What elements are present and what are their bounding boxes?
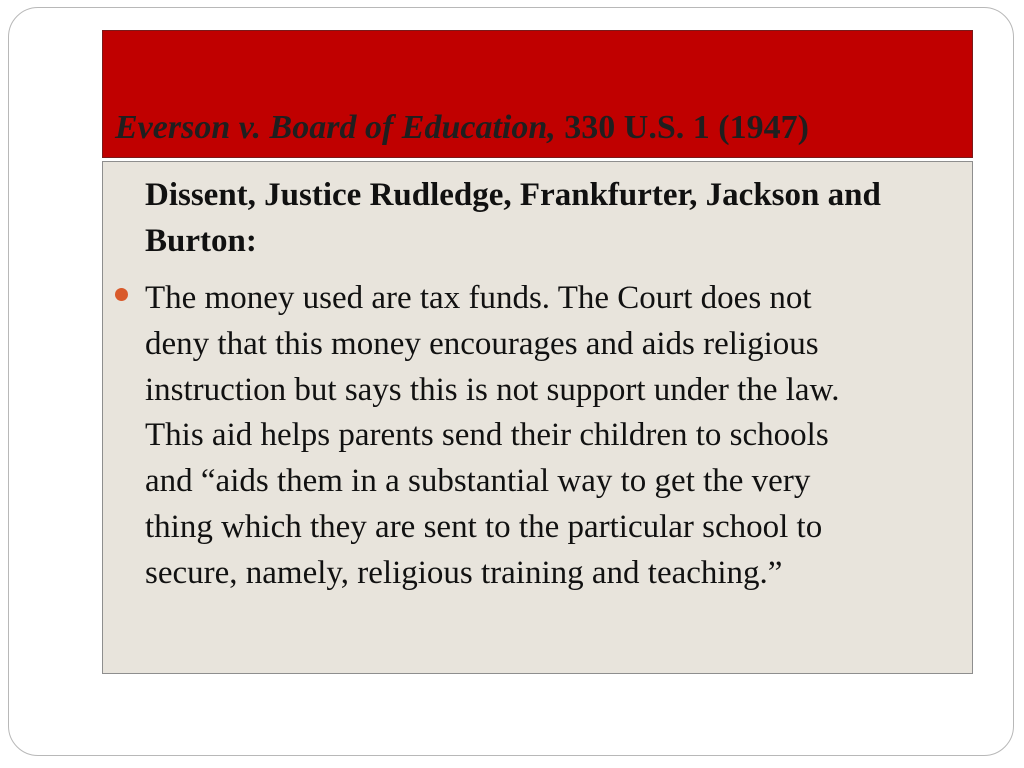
content-box	[102, 161, 973, 674]
bullet-text: The money used are tax funds. The Court does not deny that this money encourages and aids religious instruction but says this is not support under the law. This aid helps parents send their children to schools and “aids them in a substantial way to get the very thing which they are sent to the particular school to secure, namely, religious training and teaching.”	[145, 280, 840, 591]
dissent-heading: Dissent, Justice Rudledge, Frankfurter, Jackson and Burton:	[145, 177, 881, 259]
case-citation: 330 U.S. 1 (1947)	[564, 108, 809, 146]
title-bar	[102, 30, 973, 158]
bullet-dot-icon	[115, 288, 128, 301]
slide-title	[115, 108, 809, 147]
case-name: Everson v. Board of Education,	[115, 108, 556, 146]
